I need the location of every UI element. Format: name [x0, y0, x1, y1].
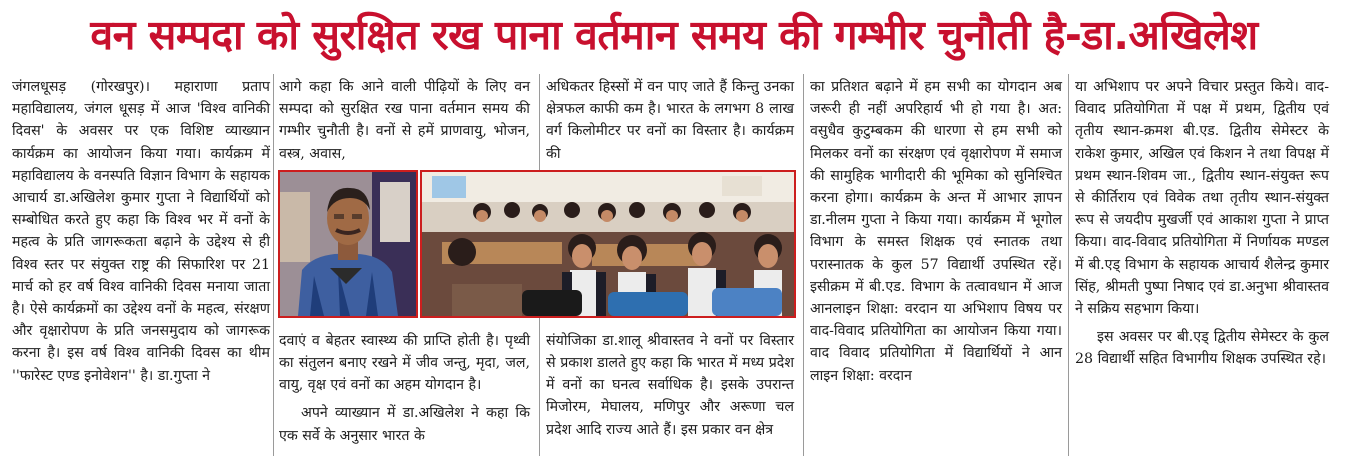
- column-rule: [1068, 74, 1069, 456]
- column-rule: [273, 74, 274, 456]
- column-rule: [803, 74, 804, 456]
- article-paragraph: जंगलधूसड़ (गोरखपुर)। महाराणा प्रताप महाविद्यालय, जंगल धूसड़ में आज 'विश्व वानिकी दिवस' के अवसर पर एक विशिष्ट व्याख्यान कार्यक्रम का आयोजन किया गया। कार्यक्रम में महाविद्यालय के वनस्पति विज्ञान विभाग के सहायक आचार्य डा.अखिलेश कुमार गुप्ता ने विद्यार्थियों को सम्बोधित करते हुए कहा कि विश्व भर में वनों के महत्व के प्रति जागरूकता बढ़ाने के उद्देश्य से ही विश्व स्तर पर संयुक्त राष्ट्र की सिफारिश पर 21 मार्च को हर वर्ष विश्व वानिकी दिवस मनाया जाता है। ऐसे कार्यक्रमों का उद्देश्य वनों के महत्व, संरक्षण और वृक्षारोपण के प्रति जनसमुदाय को जागरूक करना है। इस वर्ष विश्व वानिकी दिवस का थीम ''फारेस्ट एण्ड इनोवेशन'' है। डा.गुप्ता ने: [12, 79, 270, 384]
- lecturer-photo: [278, 170, 418, 318]
- article-paragraph: अपने व्याख्यान में डा.अखिलेश ने कहा कि एक सर्वे के अनुसार भारत के: [279, 405, 530, 444]
- article-column-5: [1075, 76, 1329, 371]
- article-paragraph: इस अवसर पर बी.एड् द्वितीय सेमेस्टर के कुल 28 विद्यार्थी सहित विभागीय शिक्षक उपस्थित रहे।: [1075, 329, 1329, 368]
- article-paragraph: अधिकतर हिस्सों में वन पाए जाते हैं किन्तु उनका क्षेत्रफल काफी कम है। भारत के लगभग 8 लाख वर्ग किलोमीटर पर वनों का विस्तार है। कार्यक्रम की: [546, 79, 794, 162]
- students-photo: [420, 170, 796, 318]
- article-paragraph: आगे कहा कि आने वाली पीढ़ियों के लिए वन सम्पदा को सुरक्षित रख पाना वर्तमान समय की गम्भीर चुनौती है। वनों से हमें प्राणवायु, भोजन, वस्त्र, अवास,: [279, 79, 530, 162]
- headline: वन सम्पदा को सुरक्षित रख पाना वर्तमान समय की गम्भीर चुनौती है-डा.अखिलेश: [90, 11, 1258, 59]
- classroom-illustration: [422, 172, 794, 316]
- article-paragraph: का प्रतिशत बढ़ाने में हम सभी का योगदान अब जरूरी ही नहीं अपरिहार्य भी हो गया है। अत: वसुधैव कुटुम्बकम की धारणा से हम सभी को मिलकर वनों का संरक्षण एवं वृक्षारोपण में समाज की सामुहिक भागीदारी की भूमिका को सुनिश्चित करना होगा। कार्यक्रम के अन्त में आभार ज्ञापन डा.नीलम गुप्ता ने किया गया। कार्यक्रम में भूगोल विभाग के समस्त शिक्षक एवं स्नातक तथा परास्नातक के कुल 57 विद्यार्थी उपस्थित रहें। इसीक्रम में बी.एड. विभाग के तत्वावधान में आज आनलाइन शिक्षा: वरदान या अभिशाप विषय पर वाद-विवाद प्रतियोगिता का आयोजन किया गया। वाद विवाद प्रतियोगिता में विद्यार्थियों ने आन लाइन शिक्षा: वरदान: [810, 79, 1062, 384]
- article-paragraph: या अभिशाप पर अपने विचार प्रस्तुत किये। वाद-विवाद प्रतियोगिता में पक्ष में प्रथम, द्वितीय एवं तृतीय स्थान-क्रमश बी.एड. द्वितीय सेमेस्टर के राकेश कुमार, अखिल एवं किशन ने तथा विपक्ष में प्रथम स्थान-शिवम जा., द्वितीय स्थान-संयुक्त रूप से कीर्तिराय एवं विवेक तथा तृतीय स्थान-संयुक्त रूप से जयदीप मुखर्जी एवं आकाश गुप्ता ने प्राप्त किया। वाद-विवाद प्रतियोगिता में निर्णायक मण्डल में बी.एड् विभाग के सहायक आचार्य शैलेन्द्र कुमार सिंह, श्रीमती पुष्पा निषाद एवं डा.अनुभा श्रीवास्तव ने सक्रिय सहभाग किया।: [1075, 79, 1329, 318]
- article-paragraph: दवाएं व बेहतर स्वास्थ्य की प्राप्ति होती है। पृथ्वी का संतुलन बनाए रखने में जीव जन्तु, मृदा, जल, वायु, वृक्ष एवं वनों का अहम योगदान है।: [279, 332, 530, 394]
- article-paragraph: संयोजिका डा.शालू श्रीवास्तव ने वनों पर विस्तार से प्रकाश डालते हुए कहा कि भारत में मध्य प्रदेश में वनों का घनत्व सर्वाधिक है। इसके उपरान्त मिजोरम, मेघालय, मणिपुर और अरूणा चल प्रदेश आदि राज्य आते हैं। इस प्रकार वन क्षेत्र: [546, 332, 794, 438]
- article-column-4: [810, 76, 1062, 387]
- article-column-1: [12, 76, 270, 387]
- lecturer-illustration: [280, 172, 416, 316]
